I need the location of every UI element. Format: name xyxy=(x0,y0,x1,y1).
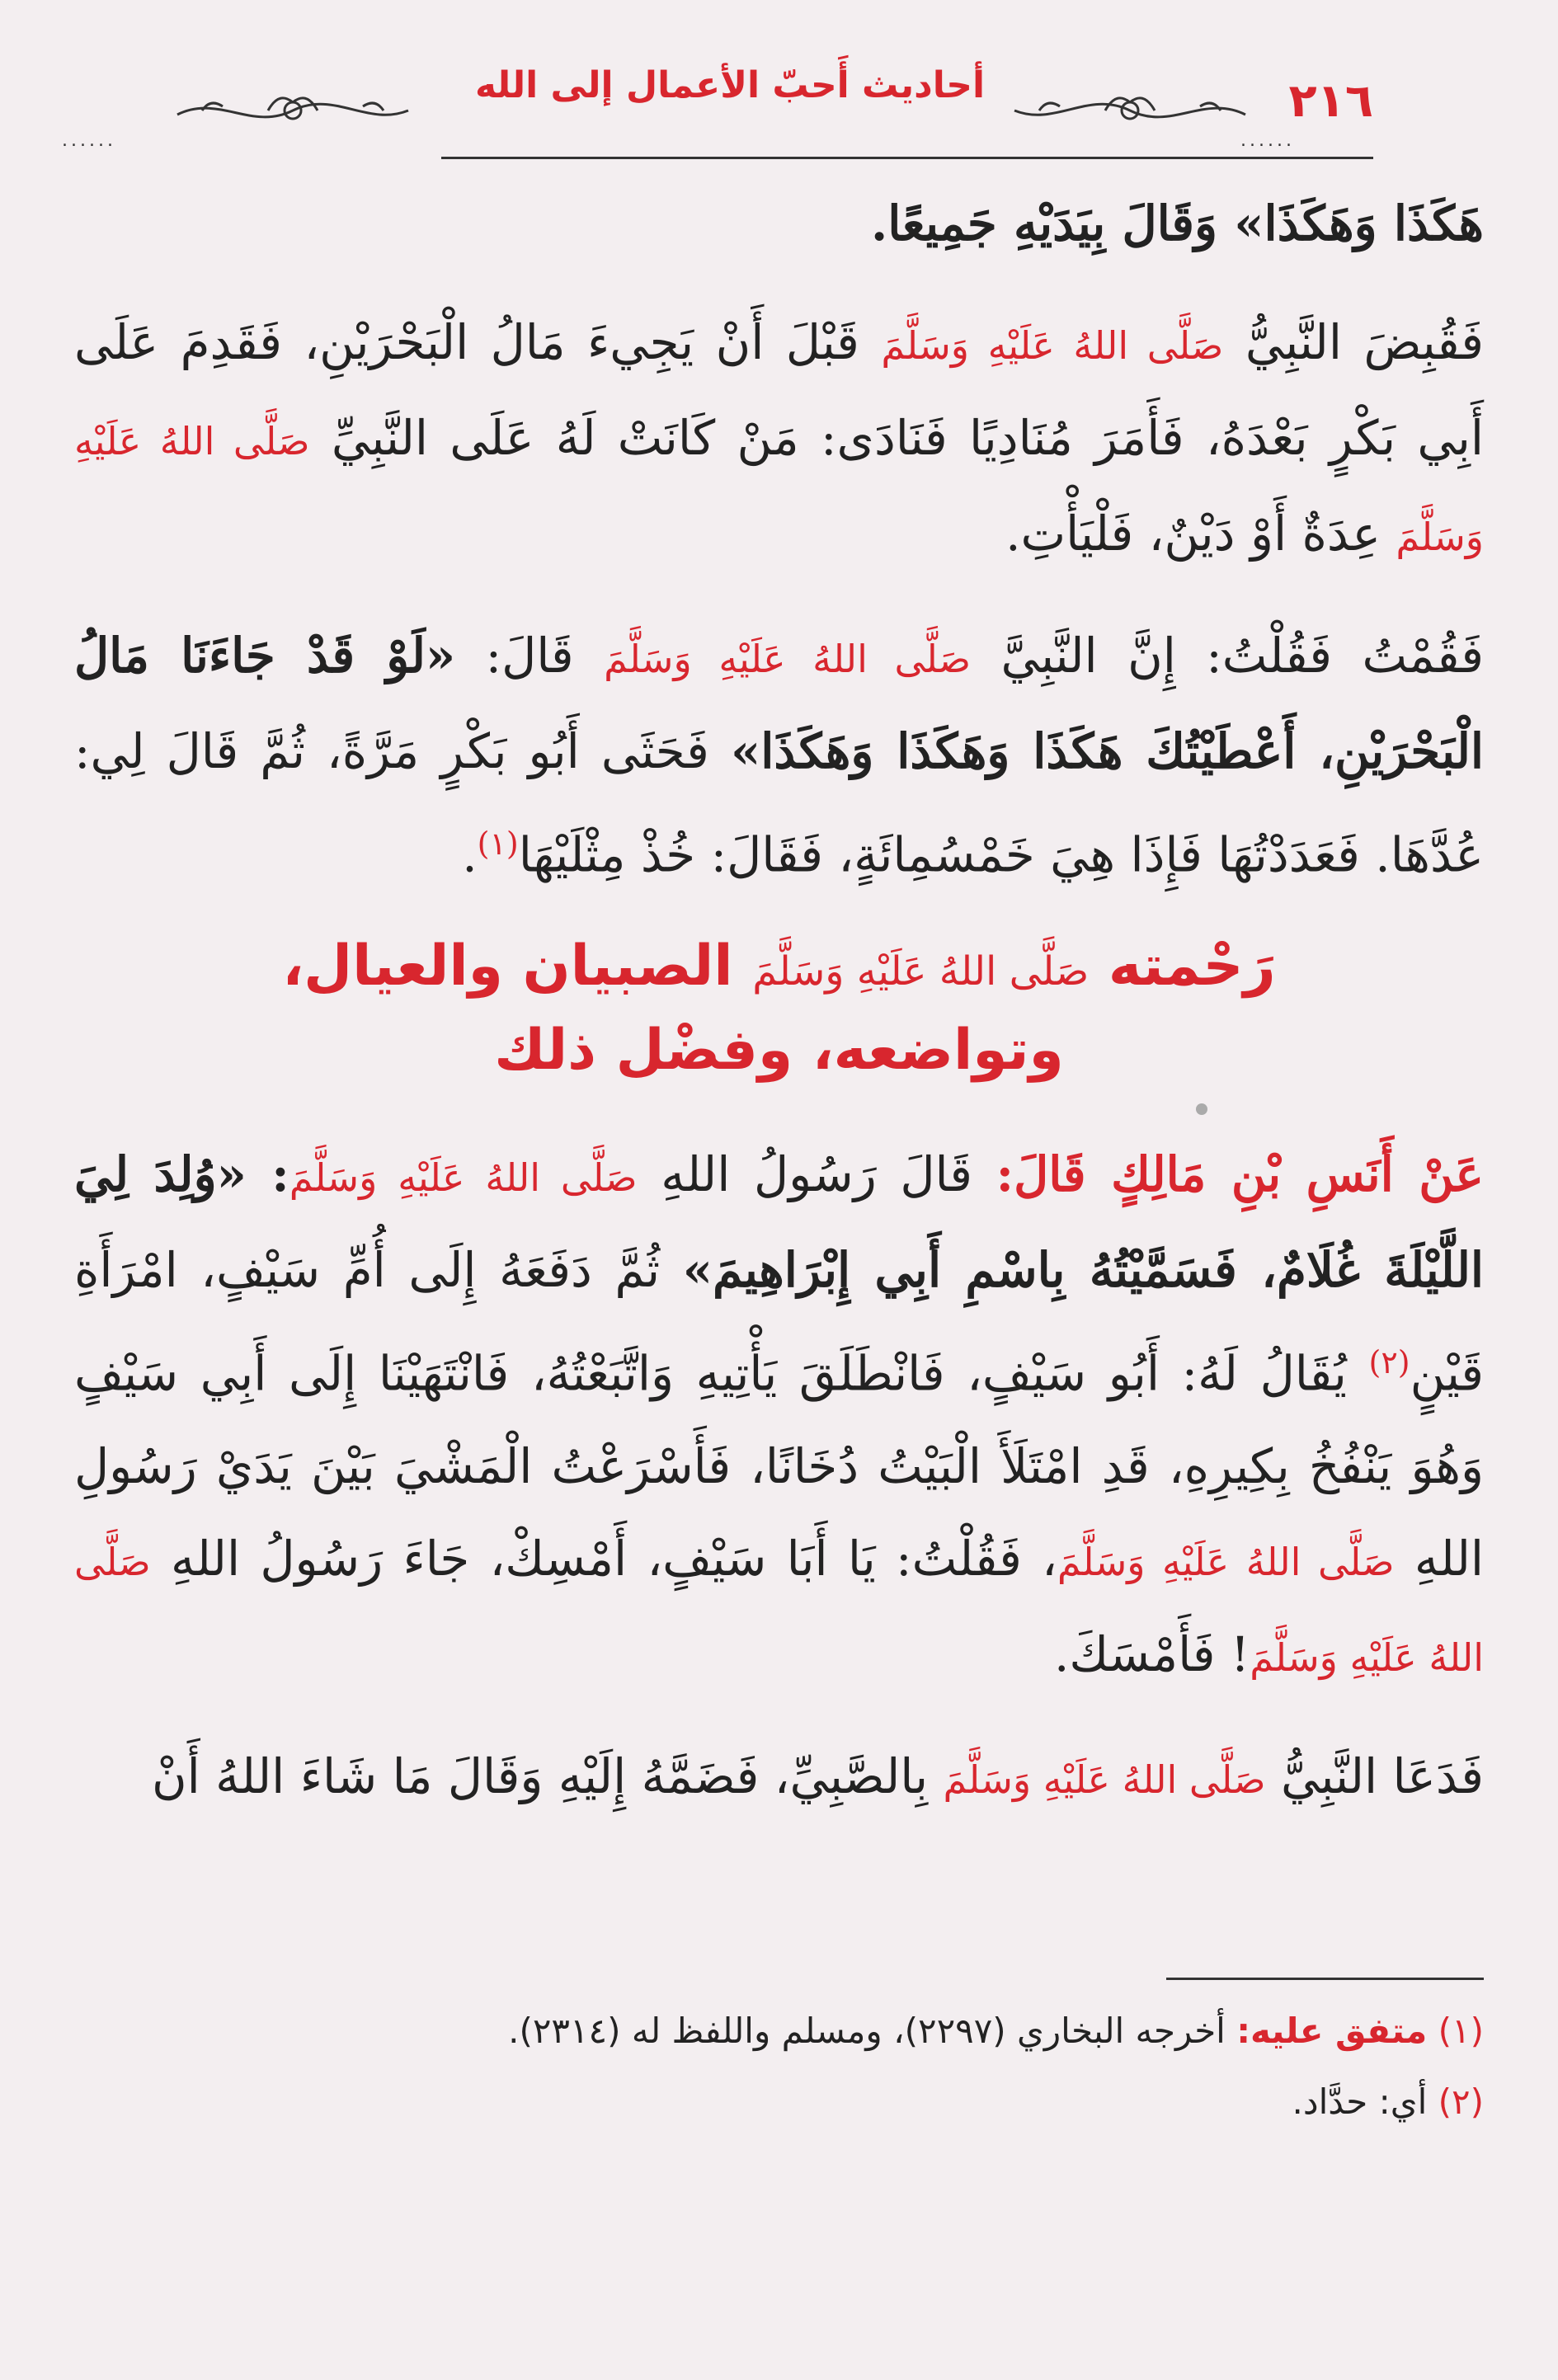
salla-honorific: صَلَّى اللهُ عَلَيْهِ وَسَلَّمَ xyxy=(289,1155,638,1201)
main-text xyxy=(74,177,1484,1852)
paragraph xyxy=(74,177,1484,270)
floral-ornament-icon xyxy=(1006,86,1254,135)
header-dots: ...... xyxy=(62,130,116,151)
footnote-text: أخرجه البخاري (٢٢٩٧)، ومسلم واللفظ له (٢٣١٤). xyxy=(508,2011,1226,2051)
page-header xyxy=(62,64,1373,163)
floral-ornament-icon xyxy=(169,86,417,135)
paragraph xyxy=(74,1730,1484,1826)
text: فَدَعَا النَّبِيُّ xyxy=(1280,1747,1484,1804)
salla-honorific: صَلَّى اللهُ عَلَيْهِ وَسَلَّمَ xyxy=(1057,1539,1395,1584)
heading-text: وتواضعه، وفضْل ذلك xyxy=(494,1018,1064,1084)
text: بِالصَّبِيِّ، فَضَمَّهُ إِلَيْهِ وَقَالَ مَا شَاءَ اللهُ أَنْ xyxy=(152,1747,929,1804)
text: فَقُبِضَ النَّبِيُّ xyxy=(1245,314,1485,370)
hadith-text: هَكَذَا وَهَكَذَا» وَقَالَ بِيَدَيْهِ جَمِيعًا. xyxy=(871,195,1484,252)
text: فَقُمْتُ فَقُلْتُ: إِنَّ النَّبِيَّ xyxy=(1000,628,1484,684)
text: قَبْلَ أَنْ يَجِيءَ مَالُ الْبَحْرَيْنِ، فَقَدِمَ عَلَى أَبِي بَكْرٍ بَعْدَهُ، فَأَمَرَ مُنَادِيًا فَنَادَى: مَنْ كَانَتْ لَهُ عَلَى النَّبِيِّ xyxy=(74,314,1485,466)
text: ، فَقُلْتُ: يَا أَبَا سَيْفٍ، أَمْسِكْ، جَاءَ رَسُولُ اللهِ xyxy=(170,1530,1057,1587)
text: قَالَ رَسُولُ اللهِ xyxy=(661,1146,972,1203)
footnote-number: (٢) xyxy=(1438,2081,1484,2122)
hadith-quote: «لَوْ قَدْ جَاءَنَا مَالُ الْبَحْرَيْنِ، أَعْطَيْتُكَ هَكَذَا وَهَكَذَا وَهَكَذَا» xyxy=(74,628,1484,779)
text: فَحَثَى أَبُو بَكْرٍ مَرَّةً، ثُمَّ قَالَ لِي: عُدَّهَا. فَعَدَدْتُهَا فَإِذَا هِيَ خَمْسُمِائَةٍ، فَقَالَ: خُذْ مِثْلَيْهَا xyxy=(74,723,1484,883)
section-heading xyxy=(74,927,1484,1090)
paragraph xyxy=(74,609,1484,901)
heading-text: الصبيان والعيال، xyxy=(282,934,733,1000)
paragraph xyxy=(74,1128,1484,1703)
text: ثُمَّ دَفَعَهُ إِلَى أُمِّ سَيْفٍ، امْرَأَةِ قَيْنٍ xyxy=(74,1242,1484,1402)
hadith-quote: : «وُلِدَ لِيَ اللَّيْلَةَ غُلَامٌ، فَسَمَّيْتُهُ بِاسْمِ أَبِي إِبْرَاهِيمَ» xyxy=(74,1146,1485,1299)
running-title: أحاديث أَحبّ الأعمال إلى الله xyxy=(474,64,986,106)
footnote-ref-1[interactable]: (١) xyxy=(477,825,519,862)
salla-honorific: صَلَّى اللهُ عَلَيْهِ وَسَلَّمَ xyxy=(881,323,1224,368)
salla-honorific: صَلَّى اللهُ عَلَيْهِ وَسَلَّمَ xyxy=(74,1539,1484,1680)
text: عِدَةٌ أَوْ دَيْنٌ، فَلْيَأْتِ. xyxy=(1005,506,1381,562)
narrator-chain: عَنْ أَنَسِ بْنِ مَالِكٍ قَالَ: xyxy=(996,1146,1484,1203)
page-number: ٢١٦ xyxy=(1288,74,1373,128)
footnote-2 xyxy=(74,2067,1484,2138)
text: ! فَأَمْسَكَ. xyxy=(1053,1625,1250,1682)
footnote-1 xyxy=(74,1996,1484,2067)
decorative-dot xyxy=(1196,1103,1207,1115)
footnote-label: متفق عليه: xyxy=(1236,2011,1428,2051)
salla-honorific: صَلَّى اللهُ عَلَيْهِ وَسَلَّمَ xyxy=(943,1757,1266,1802)
footnote-rule xyxy=(1166,1978,1484,1980)
header-rule xyxy=(441,157,1373,159)
salla-honorific: صَلَّى اللهُ عَلَيْهِ وَسَلَّمَ xyxy=(752,948,1090,995)
salla-honorific: صَلَّى اللهُ عَلَيْهِ وَسَلَّمَ xyxy=(604,637,972,681)
paragraph xyxy=(74,296,1484,583)
text: يُقَالُ لَهُ: أَبُو سَيْفٍ، فَانْطَلَقَ يَأْتِيهِ وَاتَّبَعْتُهُ، فَانْتَهَيْنَا إِلَى أَبِي سَيْفٍ وَهُوَ يَنْفُخُ بِكِيرِهِ، قَدِ امْتَلَأَ الْبَيْتُ دُخَانًا، فَأَسْرَعْتُ الْمَشْيَ بَيْنَ يَدَيْ رَسُولِ اللهِ xyxy=(74,1345,1485,1587)
header-dots: ...... xyxy=(1240,130,1295,151)
footnotes xyxy=(74,1996,1484,2138)
text: . xyxy=(462,826,478,883)
footnote-number: (١) xyxy=(1438,2011,1484,2051)
footnote-text: أي: حدَّاد. xyxy=(1292,2081,1428,2122)
footnote-ref-2[interactable]: (٢) xyxy=(1368,1344,1410,1381)
salla-honorific: صَلَّى اللهُ عَلَيْهِ وَسَلَّمَ xyxy=(74,419,1484,559)
heading-text: رَحْمته xyxy=(1108,934,1276,1000)
text: قَالَ: xyxy=(485,628,574,684)
